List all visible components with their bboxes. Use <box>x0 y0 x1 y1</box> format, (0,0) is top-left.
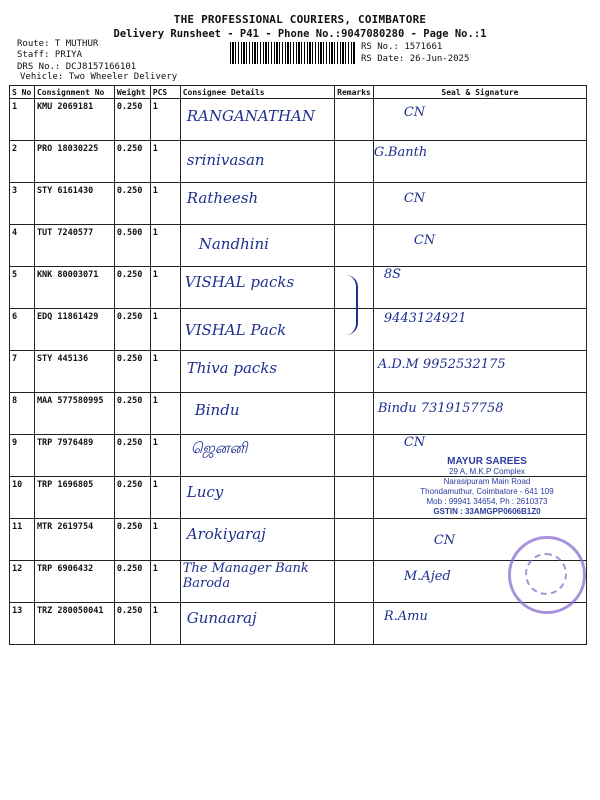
row-seal-signature <box>373 393 586 435</box>
row-consignee-handwriting: Nandhini <box>198 235 269 253</box>
row-signature-handwriting: R.Amu <box>383 609 428 624</box>
row-signature-handwriting: CN <box>413 233 436 248</box>
row-consignee-handwriting: VISHAL Pack <box>184 321 287 339</box>
table-row <box>10 309 587 351</box>
row-consignment-no: MAA 577580995 <box>34 393 114 435</box>
row-consignee-cell <box>180 603 334 645</box>
col-seal: Seal & Signature <box>373 86 586 99</box>
row-consignee-handwriting: VISHAL packs <box>184 273 295 291</box>
drs-number: DRS No.: DCJ8157166101 <box>17 62 137 72</box>
row-remarks <box>335 519 374 561</box>
rs-date: RS Date: 26-Jun-2025 <box>361 54 470 64</box>
row-remarks <box>335 477 374 519</box>
row-pcs: 1 <box>150 99 180 141</box>
row-pcs: 1 <box>150 393 180 435</box>
row-weight: 0.250 <box>114 435 150 477</box>
bank-seal-icon <box>508 536 586 614</box>
runsheet-table <box>9 85 587 645</box>
stamp-line4: Mob : 99941 34654, Ph : 2610373 <box>426 497 548 506</box>
stamp-line1: 29 A, M.K.P Complex <box>449 467 525 476</box>
row-consignment-no: KMU 2069181 <box>34 99 114 141</box>
col-consignee: Consignee Details <box>180 86 334 99</box>
row-consignment-no: EDQ 11861429 <box>34 309 114 351</box>
row-sno: 11 <box>10 519 35 561</box>
row-remarks <box>335 351 374 393</box>
row-consignment-no: PRO 18030225 <box>34 141 114 183</box>
row-consignee-handwriting: Bindu <box>194 401 240 419</box>
row-remarks <box>335 561 374 603</box>
row-sno: 8 <box>10 393 35 435</box>
row-consignee-cell <box>180 393 334 435</box>
row-pcs: 1 <box>150 183 180 225</box>
row-weight: 0.250 <box>114 141 150 183</box>
row-sno: 5 <box>10 267 35 309</box>
row-signature-handwriting: CN <box>403 191 426 206</box>
row-signature-handwriting: Bindu 7319157758 <box>377 401 504 416</box>
row-consignee-handwriting: Arokiyaraj <box>186 525 266 543</box>
stamp-name: MAYUR SAREES <box>447 456 527 467</box>
row-weight: 0.250 <box>114 351 150 393</box>
row-sno: 7 <box>10 351 35 393</box>
row-weight: 0.250 <box>114 183 150 225</box>
row-consignee-handwriting: ஜெனனி <box>190 439 248 457</box>
row-pcs: 1 <box>150 141 180 183</box>
row-seal-signature <box>373 183 586 225</box>
row-consignment-no: STY 445136 <box>34 351 114 393</box>
rs-number: RS No.: 1571661 <box>361 42 443 52</box>
stamp-line2: Narasipuram Main Road <box>443 477 531 486</box>
row-consignee-cell <box>180 141 334 183</box>
row-consignee-handwriting: RANGANATHAN <box>186 107 315 125</box>
handwritten-brace <box>340 275 358 335</box>
row-consignment-no: MTR 2619754 <box>34 519 114 561</box>
col-consignment: Consignment No <box>34 86 114 99</box>
row-seal-signature <box>373 99 586 141</box>
row-seal-signature <box>373 141 586 183</box>
row-pcs: 1 <box>150 225 180 267</box>
row-signature-handwriting: 8S <box>383 267 402 282</box>
row-pcs: 1 <box>150 477 180 519</box>
shop-stamp <box>392 457 582 517</box>
staff-label: Staff: PRIYA <box>17 50 83 60</box>
row-weight: 0.250 <box>114 99 150 141</box>
row-sno: 1 <box>10 99 35 141</box>
row-consignment-no: TRP 6906432 <box>34 561 114 603</box>
col-sno: S No <box>10 86 35 99</box>
row-signature-handwriting: CN <box>403 435 426 450</box>
row-consignee-cell <box>180 519 334 561</box>
col-weight: Weight <box>114 86 150 99</box>
row-signature-handwriting: G.Banth <box>373 145 428 160</box>
row-consignment-no: STY 6161430 <box>34 183 114 225</box>
row-consignee-handwriting: Lucy <box>186 483 224 501</box>
row-pcs: 1 <box>150 435 180 477</box>
row-remarks <box>335 99 374 141</box>
table-row <box>10 603 587 645</box>
row-signature-handwriting: M.Ajed <box>403 569 451 584</box>
row-pcs: 1 <box>150 603 180 645</box>
row-consignee-cell <box>180 561 334 603</box>
row-pcs: 1 <box>150 519 180 561</box>
stamp-gstin: GSTIN : 33AMGPP0606B1Z0 <box>433 507 541 516</box>
row-remarks <box>335 393 374 435</box>
table-header-row <box>10 86 587 99</box>
row-consignment-no: KNK 80003071 <box>34 267 114 309</box>
row-seal-signature <box>373 267 586 309</box>
row-consignee-handwriting: srinivasan <box>186 151 265 169</box>
row-consignee-handwriting: Thiva packs <box>186 359 278 377</box>
row-remarks <box>335 225 374 267</box>
row-sno: 13 <box>10 603 35 645</box>
table-row <box>10 519 587 561</box>
row-consignment-no: TRZ 280050041 <box>34 603 114 645</box>
row-sno: 4 <box>10 225 35 267</box>
row-weight: 0.250 <box>114 393 150 435</box>
row-weight: 0.250 <box>114 477 150 519</box>
table-row <box>10 183 587 225</box>
row-weight: 0.250 <box>114 267 150 309</box>
row-weight: 0.250 <box>114 603 150 645</box>
row-consignee-cell <box>180 477 334 519</box>
table-row <box>10 393 587 435</box>
row-signature-handwriting: 9443124921 <box>383 311 467 326</box>
row-weight: 0.250 <box>114 519 150 561</box>
runsheet-subtitle: Delivery Runsheet - P41 - Phone No.:9047080280 - Page No.:1 <box>113 28 487 40</box>
row-consignee-cell <box>180 309 334 351</box>
row-remarks <box>335 603 374 645</box>
row-consignment-no: TUT 7240577 <box>34 225 114 267</box>
row-consignee-handwriting: The Manager Bank Baroda <box>182 561 309 591</box>
row-consignment-no: TRP 7976489 <box>34 435 114 477</box>
row-consignee-cell <box>180 267 334 309</box>
row-sno: 3 <box>10 183 35 225</box>
row-signature-handwriting: CN <box>403 105 426 120</box>
table-row <box>10 141 587 183</box>
row-consignee-handwriting: Gunaaraj <box>186 609 257 627</box>
runsheet-title: THE PROFESSIONAL COURIERS, COIMBATORE <box>173 13 427 26</box>
col-pcs: PCS <box>150 86 180 99</box>
row-consignee-cell <box>180 99 334 141</box>
row-sno: 6 <box>10 309 35 351</box>
table-row <box>10 99 587 141</box>
col-remarks: Remarks <box>335 86 374 99</box>
row-sno: 10 <box>10 477 35 519</box>
route-label: Route: T MUTHUR <box>17 39 99 49</box>
row-weight: 0.500 <box>114 225 150 267</box>
row-consignment-no: TRP 1696805 <box>34 477 114 519</box>
table-row <box>10 267 587 309</box>
vehicle-label: Vehicle: Two Wheeler Delivery <box>20 72 178 82</box>
row-seal-signature <box>373 309 586 351</box>
table-row <box>10 351 587 393</box>
row-consignee-cell <box>180 183 334 225</box>
row-weight: 0.250 <box>114 561 150 603</box>
row-sno: 2 <box>10 141 35 183</box>
row-sno: 9 <box>10 435 35 477</box>
row-consignee-cell <box>180 351 334 393</box>
row-sno: 12 <box>10 561 35 603</box>
table-row <box>10 225 587 267</box>
row-consignee-handwriting: Ratheesh <box>186 189 259 207</box>
row-seal-signature <box>373 351 586 393</box>
row-remarks <box>335 141 374 183</box>
row-pcs: 1 <box>150 351 180 393</box>
row-pcs: 1 <box>150 309 180 351</box>
row-consignee-cell <box>180 435 334 477</box>
row-signature-handwriting: A.D.M 9952532175 <box>377 357 506 372</box>
barcode-icon <box>230 42 355 64</box>
row-weight: 0.250 <box>114 309 150 351</box>
row-consignee-cell <box>180 225 334 267</box>
row-remarks <box>335 435 374 477</box>
row-signature-handwriting: CN <box>433 533 456 548</box>
row-pcs: 1 <box>150 561 180 603</box>
row-pcs: 1 <box>150 267 180 309</box>
table-row <box>10 561 587 603</box>
row-seal-signature <box>373 225 586 267</box>
row-remarks <box>335 183 374 225</box>
stamp-line3: Thondamuthur, Coimbatore - 641 109 <box>420 487 554 496</box>
